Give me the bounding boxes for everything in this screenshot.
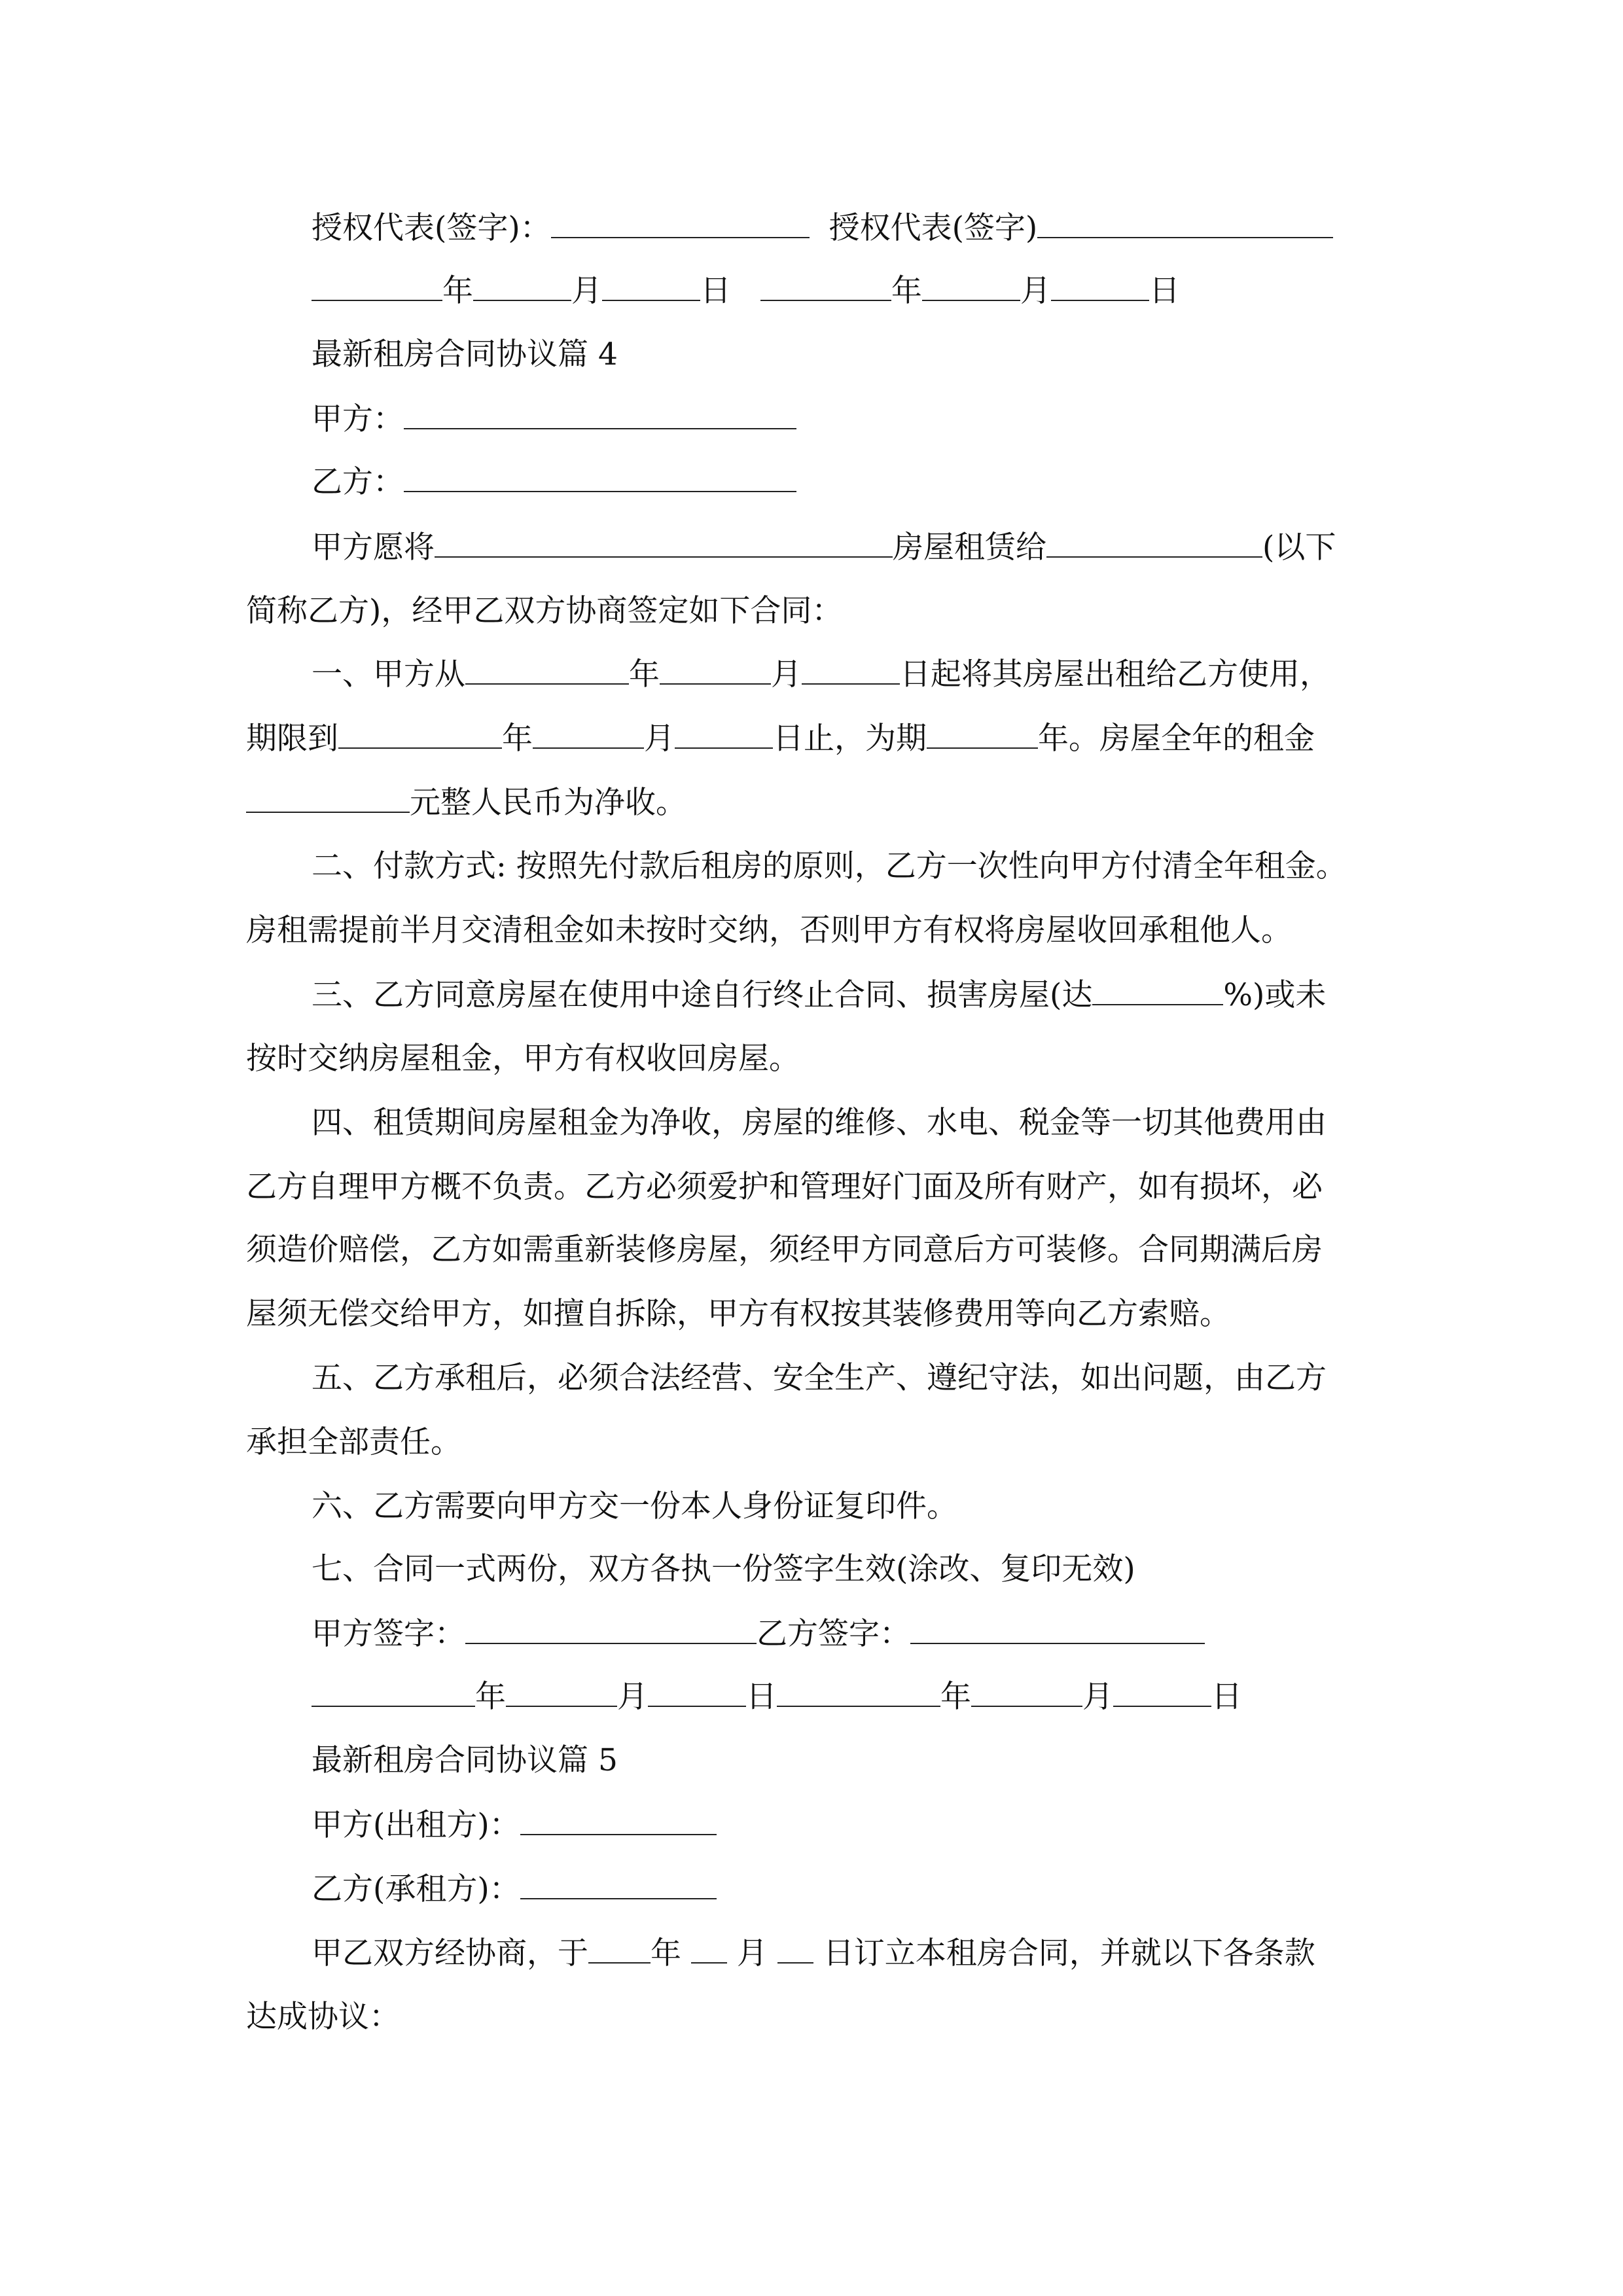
- text: 年。房屋全年的租金: [1038, 721, 1315, 757]
- party-a-row: [312, 399, 796, 439]
- date-row-top: [312, 271, 1180, 310]
- blank: [246, 783, 410, 813]
- lessor-row: [312, 1805, 717, 1844]
- clause-5-line-1: 五、乙方承租后，必须合法经营、安全生产、遵纪守法，如出问题，由乙方: [312, 1360, 1327, 1396]
- year-label: 年: [442, 273, 473, 309]
- text: 年: [502, 721, 533, 757]
- blank: [312, 271, 442, 301]
- text: 期限到: [246, 721, 338, 757]
- blank: [404, 399, 796, 429]
- blank: [660, 655, 771, 685]
- day-label: 日: [700, 273, 731, 309]
- clause-5-line-2: 承担全部责任。: [246, 1424, 461, 1460]
- blank: [473, 271, 571, 301]
- text: 日订立本租房合同，并就以下各条款: [823, 1935, 1315, 1971]
- month-label: 月: [571, 273, 602, 309]
- text: 月: [644, 721, 675, 757]
- text: 月: [771, 656, 802, 692]
- blank: [588, 1933, 651, 1964]
- sign-date-row: [312, 1677, 1242, 1716]
- text: 元整人民币为净收。: [410, 785, 687, 821]
- lessor-label: 甲方(出租方)：: [312, 1807, 520, 1843]
- clause-3-line-1: [312, 975, 1326, 1014]
- blank: [1046, 528, 1262, 558]
- blank: [520, 1805, 717, 1835]
- blank: [551, 208, 810, 238]
- sign-b-label: 乙方签字：: [757, 1616, 910, 1652]
- clause-4-line-3: 须造价赔偿，乙方如需重新装修房屋，须经甲方同意后方可装修。合同期满后房: [246, 1232, 1323, 1268]
- clause-2-line-2: 房租需提前半月交清租金如未按时交纳，否则甲方有权将房屋收回承租他人。: [246, 912, 1292, 948]
- section5-intro-line-2: 达成协议：: [246, 1999, 400, 2035]
- blank: [691, 1933, 727, 1964]
- blank: [465, 655, 629, 685]
- text: 甲乙双方经协商，于: [312, 1935, 588, 1971]
- blank: [777, 1677, 940, 1707]
- section5-intro-line-1: [312, 1933, 1315, 1973]
- clause-4-line-4: 屋须无偿交给甲方，如擅自拆除，甲方有权按其装修费用等向乙方索赔。: [246, 1296, 1230, 1332]
- clause-4-line-1: 四、租赁期间房屋租金为净收，房屋的维修、水电、税金等一切其他费用由: [312, 1105, 1327, 1141]
- rep-label-a: 授权代表(签字)：: [312, 210, 551, 246]
- blank: [533, 719, 644, 749]
- text: %)或未: [1223, 977, 1327, 1013]
- blank: [760, 271, 891, 301]
- blank: [802, 655, 900, 685]
- year-label: 年: [940, 1679, 971, 1715]
- text: 房屋租赁给: [893, 529, 1046, 565]
- blank: [927, 719, 1038, 749]
- text: 日起将其房屋出租给乙方使用，: [900, 656, 1330, 692]
- text: 月: [736, 1935, 768, 1971]
- text: 甲方愿将: [312, 529, 435, 565]
- text: 日止，为期: [773, 721, 927, 757]
- party-a-label: 甲方：: [312, 401, 404, 437]
- section-title: 最新租房合同协议篇 5: [312, 1742, 618, 1778]
- blank: [465, 1614, 757, 1644]
- clause-2-line-1: 二、付款方式: 按照先付款后租房的原则，乙方一次性向甲方付清全年租金。: [312, 848, 1347, 884]
- clause-4-line-2: 乙方自理甲方概不负责。乙方必须爱护和管理好门面及所有财产，如有损坏，必: [246, 1169, 1323, 1205]
- blank: [1113, 1677, 1211, 1707]
- party-b-row: [312, 462, 796, 501]
- lessee-label: 乙方(承租方)：: [312, 1871, 520, 1907]
- blank: [602, 271, 700, 301]
- intro-line-1: [312, 528, 1336, 567]
- section-title: 最新租房合同协议篇 4: [312, 336, 618, 372]
- blank: [971, 1677, 1082, 1707]
- blank: [1051, 271, 1149, 301]
- year-label: 年: [475, 1679, 506, 1715]
- text: 三、乙方同意房屋在使用中途自行终止合同、损害房屋(达: [312, 977, 1093, 1013]
- text: (以下: [1262, 529, 1336, 565]
- clause-7: 七、合同一式两份，双方各执一份签字生效(涂改、复印无效): [312, 1551, 1135, 1587]
- text: 年: [629, 656, 660, 692]
- blank: [777, 1933, 813, 1964]
- clause-6: 六、乙方需要向甲方交一份本人身份证复印件。: [312, 1488, 957, 1524]
- day-label: 日: [1149, 273, 1180, 309]
- intro-line-2: 简称乙方)，经甲乙双方协商签定如下合同：: [246, 593, 843, 629]
- blank: [922, 271, 1020, 301]
- signature-row-top: [312, 208, 1333, 247]
- blank: [520, 1869, 717, 1899]
- sign-row: [312, 1614, 1205, 1653]
- blank: [506, 1677, 617, 1707]
- blank: [648, 1677, 746, 1707]
- blank: [1037, 208, 1333, 238]
- blank: [338, 719, 502, 749]
- clause-1-line-2: [246, 719, 1315, 758]
- blank: [404, 462, 796, 492]
- text: 一、甲方从: [312, 656, 465, 692]
- blank: [1092, 975, 1223, 1005]
- blank: [435, 528, 893, 558]
- day-label: 日: [746, 1679, 777, 1715]
- day-label: 日: [1211, 1679, 1242, 1715]
- clause-1-line-3: [246, 783, 687, 822]
- sign-a-label: 甲方签字：: [312, 1616, 465, 1652]
- month-label: 月: [1082, 1679, 1113, 1715]
- clause-1-line-1: [312, 655, 1330, 694]
- month-label: 月: [1020, 273, 1051, 309]
- blank: [910, 1614, 1205, 1644]
- lessee-row: [312, 1869, 717, 1909]
- clause-3-line-2: 按时交纳房屋租金，甲方有权收回房屋。: [246, 1041, 800, 1077]
- year-label: 年: [891, 273, 922, 309]
- rep-label-b: 授权代表(签字): [829, 210, 1038, 246]
- blank: [675, 719, 773, 749]
- text: 年: [651, 1935, 681, 1971]
- blank: [312, 1677, 475, 1707]
- month-label: 月: [617, 1679, 648, 1715]
- party-b-label: 乙方：: [312, 464, 404, 500]
